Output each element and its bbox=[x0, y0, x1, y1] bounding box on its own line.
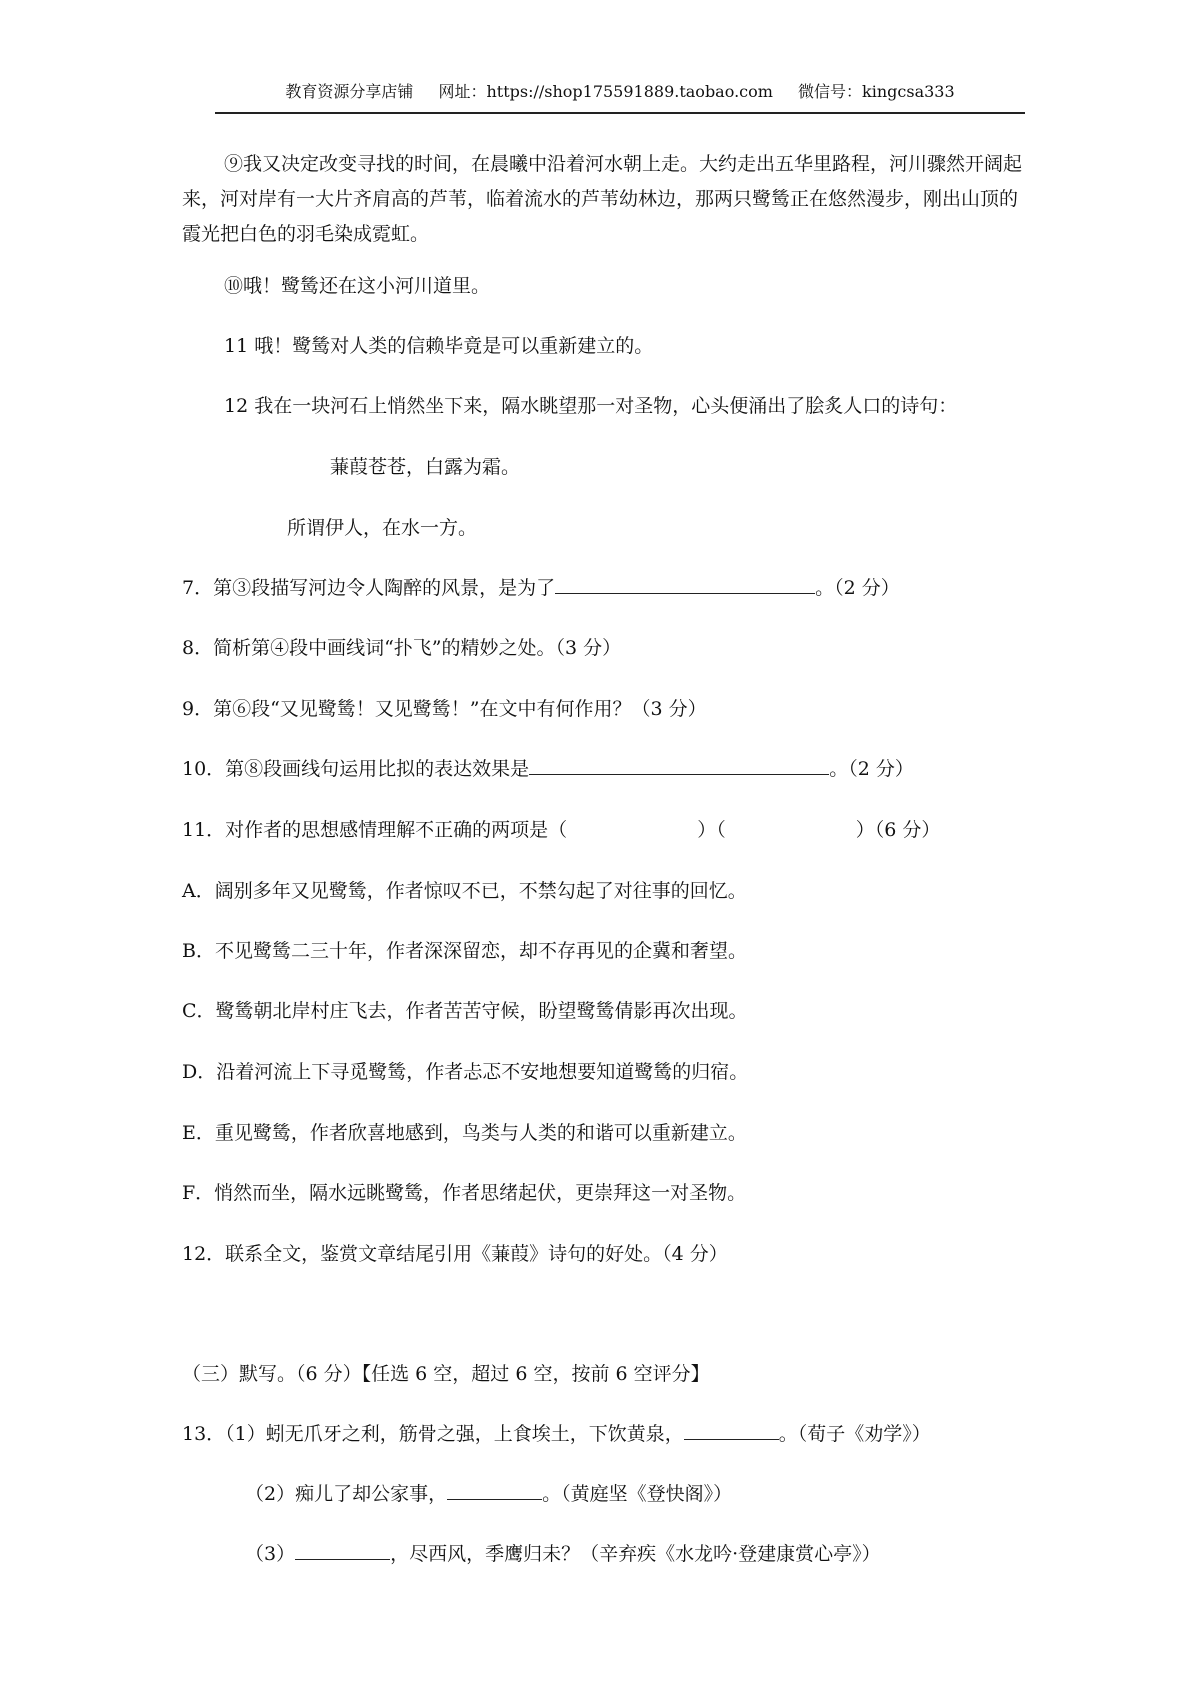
question-11 bbox=[182, 814, 940, 846]
paragraph-12: 12 我在一块河石上悄然坐下来，隔水眺望那一对圣物，心头便涌出了脍炙人口的诗句： bbox=[224, 395, 958, 417]
option-b: B．不见鹭鸶二三十年，作者深深留恋，却不存再见的企冀和奢望。 bbox=[182, 940, 747, 962]
option-f: F．悄然而坐，隔水远眺鹭鸶，作者思绪起伏，更崇拜这一对圣物。 bbox=[182, 1182, 747, 1204]
answer-blank[interactable] bbox=[684, 1419, 779, 1440]
question-10-score: 。（2 分） bbox=[829, 758, 914, 780]
paragraph-9: ⑨我又决定改变寻找的时间，在晨曦中沿着河水朝上走。大约走出五华里路程，河川骤然开阔起来，河对岸有一大片齐肩高的芦苇，临着流水的芦苇幼林边，那两只鹭鸶正在悠然漫步，刚出山顶的霞光把白色的羽毛染成霓虹。 bbox=[182, 153, 1023, 245]
question-11-text: 11．对作者的思想感情理解不正确的两项是（ bbox=[182, 819, 568, 841]
poem-line-1: 蒹葭苍苍，白露为霜。 bbox=[330, 456, 521, 478]
question-13-1-text: 13．（1）蚓无爪牙之利，筋骨之强，上食埃土，下饮黄泉， bbox=[182, 1423, 684, 1445]
question-9: 9．第⑥段“又见鹭鸶！又见鹭鸶！”在文中有何作用？（3 分） bbox=[182, 698, 707, 720]
section-3-title: （三）默写。（6 分）【任选 6 空，超过 6 空，按前 6 空评分】 bbox=[182, 1363, 710, 1385]
page-header bbox=[215, 80, 1025, 114]
question-13-2 bbox=[245, 1478, 732, 1510]
answer-blank[interactable] bbox=[447, 1479, 542, 1500]
question-7-text: 7．第③段描写河边令人陶醉的风景，是为了 bbox=[182, 577, 556, 599]
header-wechat: 微信号：kingcsa333 bbox=[798, 82, 955, 101]
question-7-score: 。（2 分） bbox=[815, 577, 900, 599]
question-13-1 bbox=[182, 1418, 931, 1450]
option-c: C．鹭鸶朝北岸村庄飞去，作者苦苦守候，盼望鹭鸶倩影再次出现。 bbox=[182, 1000, 748, 1022]
question-12: 12．联系全文，鉴赏文章结尾引用《蒹葭》诗句的好处。（4 分） bbox=[182, 1243, 728, 1265]
answer-blank[interactable] bbox=[555, 573, 815, 594]
option-a: A．阔别多年又见鹭鸶，作者惊叹不已，不禁勾起了对往事的回忆。 bbox=[182, 880, 747, 902]
option-e: E．重见鹭鸶，作者欣喜地感到，鸟类与人类的和谐可以重新建立。 bbox=[182, 1122, 747, 1144]
question-13-1-source: 。（荀子《劝学》） bbox=[778, 1423, 931, 1445]
question-13-3-label: （3） bbox=[245, 1543, 296, 1565]
answer-blank[interactable] bbox=[295, 1539, 390, 1560]
question-13-2-source: 。（黄庭坚《登快阁》） bbox=[542, 1483, 733, 1505]
paragraph-10: ⑩哦！鹭鸶还在这小河川道里。 bbox=[224, 275, 491, 297]
question-13-3-text: ，尽西风，季鹰归未？（辛弃疾《水龙吟·登建康赏心亭》） bbox=[390, 1543, 881, 1565]
poem-line-2: 所谓伊人，在水一方。 bbox=[287, 517, 478, 539]
header-site: 网址：https://shop175591889.taobao.com bbox=[438, 82, 773, 101]
question-11-score: ）（6 分） bbox=[855, 819, 941, 841]
question-10 bbox=[182, 753, 914, 785]
header-shop: 教育资源分享店铺 bbox=[285, 82, 414, 101]
answer-blank[interactable] bbox=[529, 754, 829, 775]
question-13-2-text: （2）痴儿了却公家事， bbox=[245, 1483, 448, 1505]
paragraph-11: 11 哦！鹭鸶对人类的信赖毕竟是可以重新建立的。 bbox=[224, 335, 654, 357]
option-d: D．沿着河流上下寻觅鹭鸶，作者忐忑不安地想要知道鹭鸶的归宿。 bbox=[182, 1061, 749, 1083]
question-8: 8．简析第④段中画线词“扑飞”的精妙之处。（3 分） bbox=[182, 637, 622, 659]
question-7 bbox=[182, 572, 900, 604]
question-11-mid: ）（ bbox=[697, 819, 726, 841]
question-10-text: 10．第⑧段画线句运用比拟的表达效果是 bbox=[182, 758, 530, 780]
question-13-3 bbox=[245, 1538, 881, 1570]
